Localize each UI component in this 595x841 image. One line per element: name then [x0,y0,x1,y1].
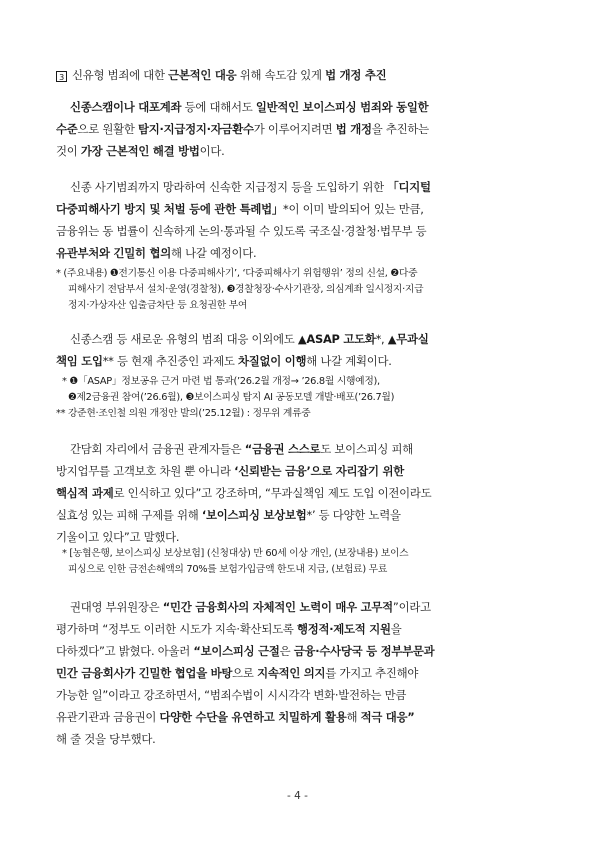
section-heading: 3 신유형 범죄에 대한 근본적인 대응 위해 속도감 있게 법 개정 추진 [56,64,546,86]
paragraph-5: 권대영 부위원장은 “민간 금융회사의 자체적인 노력이 매우 고무적”이라고 평가하며 “정부도 이러한 시도가 지속·확산되도록 행정적·제도적 지원을 다하겠다”고 밝혔다. 아울러 “보이스피싱 근절은 금융·수사당국 등 정부부문과 민간 금융회사가 긴밀한 협업을 바탕으로 지속적인 의지를 가지고 추진해야 가능한 일”이라고 강조하면서, “범죄수법이 시시각각 변화·발전하는 만큼 유관기관과 금융권이 다양한 수단을 유연하고 치밀하게 활용해 적극 대응” 해 줄 것을 당부했다. [56,600,435,746]
paragraph-1: 신종스캠이나 대포계좌 등에 대해서도 일반적인 보이스피싱 범죄와 동일한 수준으로 원활한 탐지·지급정지·자금환수가 이루어지려면 법 개정을 추진하는 것이 가장 근본적인 해결 방법이다. [56,100,429,158]
page-number: - 4 - [287,790,308,802]
square-number-marker: 3 [56,71,67,82]
footnote-2: * ❶「ASAP」정보공유 근거 마련 법 통과(’26.2월 개정→ ’26.8월 시행예정), ❷제2금융권 참여(’26.6월), ❸보이스피싱 탐지 AI 공동모델 개발·배포(’26.7월) ** 강준현·조인철 의원 개정안 발의(’25.12월) : 정무위 계류중 [56,376,395,419]
footnote-3: * [농협은행, 보이스피싱 보상보험] (신청대상) 만 60세 이상 개인, (보장내용) 보이스 피싱으로 인한 금전손해액의 70%를 보험가입금액 한도내 지급, (보험료) 무료 [62,548,409,575]
paragraph-2: 신종 사기범죄까지 망라하여 신속한 지급정지 등을 도입하기 위한 「디지털 다중피해사기 방지 및 처벌 등에 관한 특례법」*이 이미 발의되어 있는 만큼, 금융위는 동 법률이 신속하게 논의·통과될 수 있도록 국조실·경찰청·법무부 등 유관부처와 긴밀히 협의해 나갈 예정이다. [56,180,431,260]
paragraph-3: 신종스캠 등 새로운 유형의 범죄 대응 이외에도 ▲ASAP 고도화*, ▲무과실 책임 도입** 등 현재 추진중인 과제도 차질없이 이행해 나갈 계획이다. [56,332,429,368]
footnote-1: * (주요내용) ❶전기통신 이용 다중피해사기’, ‘다중피해사기 위험행위’ 정의 신설, ❷다중 피해사기 전담부서 설치·운영(경찰청), ❸경찰청장·수사기관장, 의심계좌 일시정지·지급 정지·가상자산 입출금차단 등 요청권한 부여 [56,268,424,311]
paragraph-4: 간담회 자리에서 금융권 관계자들은 “금융권 스스로도 보이스피싱 피해 방지업무를 고객보호 차원 뿐 아니라 ‘신뢰받는 금융’으로 자리잡기 위한 핵심적 과제로 인식하고 있다”고 강조하며, “무과실책임 제도 도입 이전이라도 실효성 있는 피해 구제를 위해 ‘보이스피싱 보상보험*’ 등 다양한 노력을 기울이고 있다”고 말했다. [56,442,432,544]
